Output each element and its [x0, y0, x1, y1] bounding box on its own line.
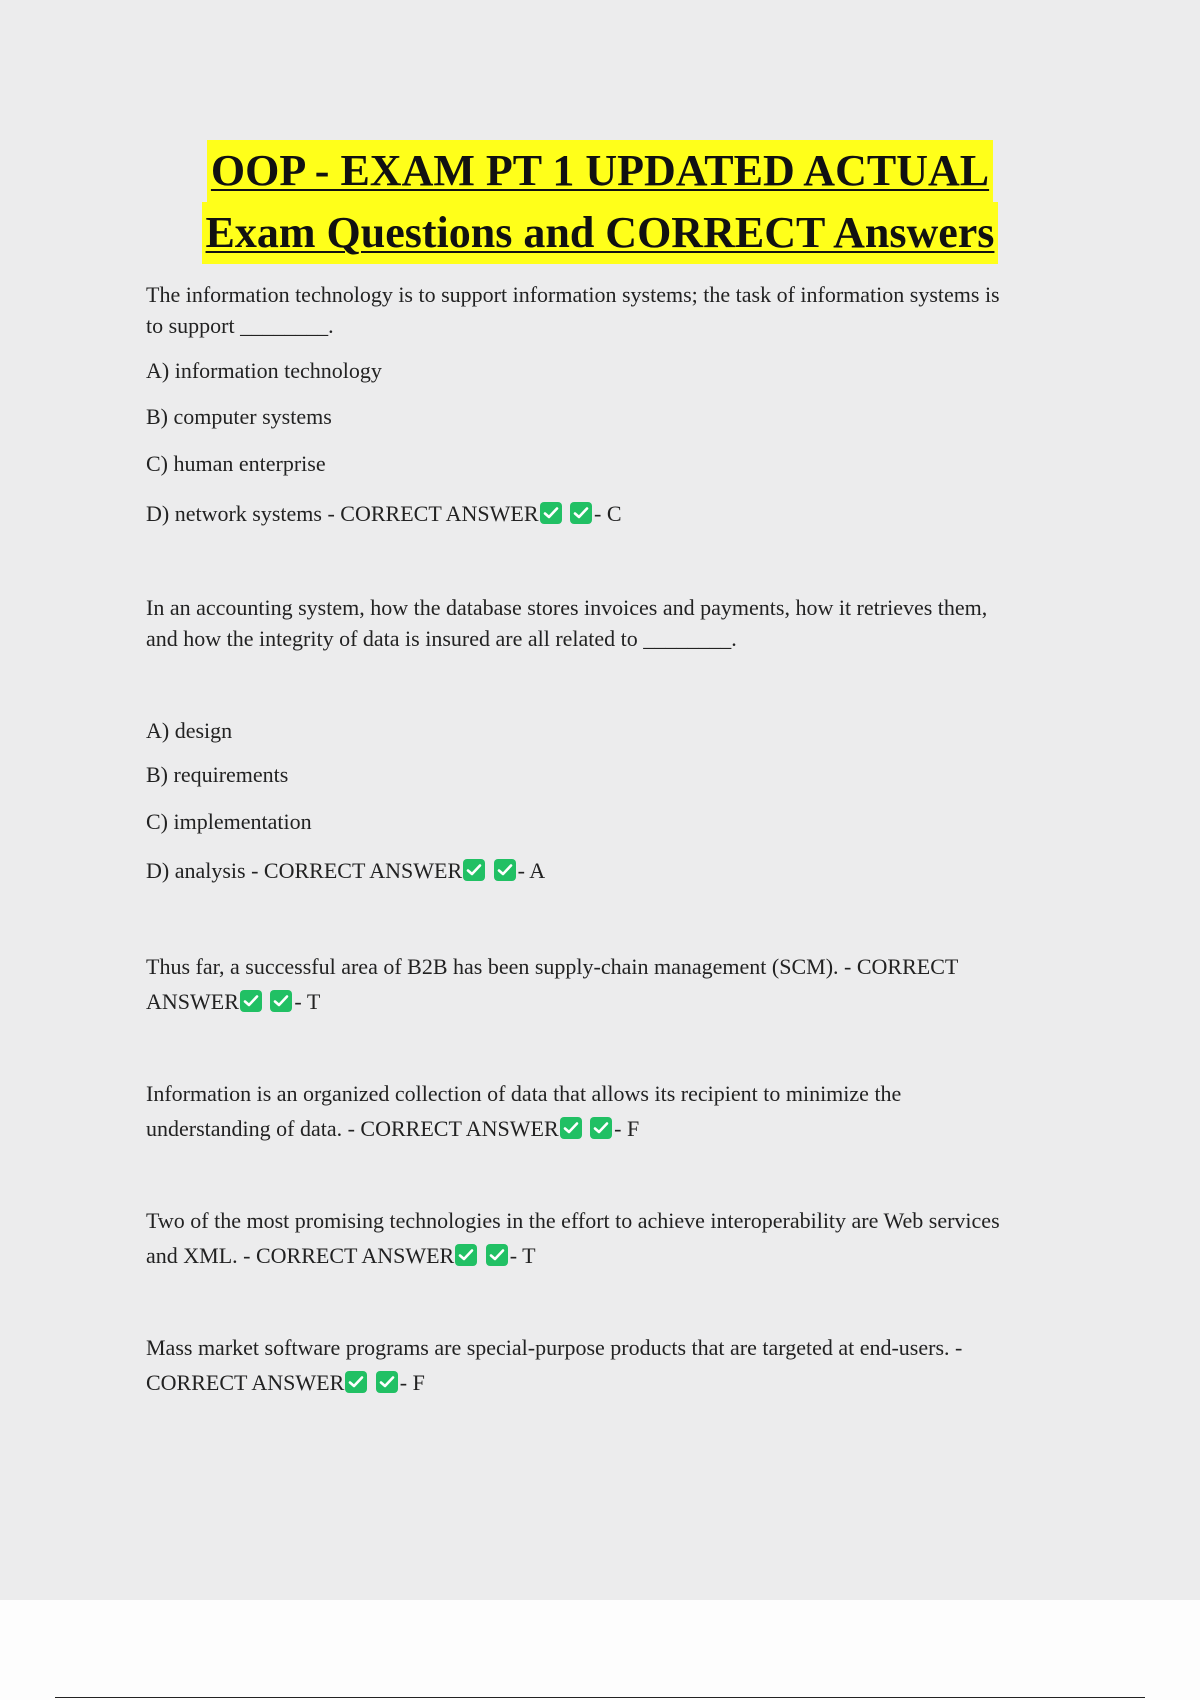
question-2-option-b: B) requirements: [146, 762, 289, 787]
question-3-line-2: [146, 984, 1106, 1019]
question-6: [146, 1330, 1106, 1400]
question-1-answer: - C: [594, 501, 622, 526]
question-6-line-2-text: CORRECT ANSWER: [146, 1370, 345, 1395]
question-2-line-1: In an accounting system, how the database stores invoices and payments, how it retrieves them,: [146, 595, 988, 620]
title-line-1: OOP - EXAM PT 1 UPDATED ACTUAL: [207, 140, 993, 202]
question-1-option-a: A) information technology: [146, 358, 382, 383]
title-line-2: Exam Questions and CORRECT Answers: [202, 202, 999, 264]
check-mark-button-icon: [240, 990, 262, 1012]
check-mark-button-icon: [376, 1371, 398, 1393]
question-1-line-1: The information technology is to support information systems; the task of information systems is: [146, 282, 1000, 307]
check-mark-button-icon: [345, 1371, 367, 1393]
check-mark-button-icon: [540, 502, 562, 524]
question-2-answer: - A: [517, 858, 546, 883]
question-2: [146, 592, 1106, 654]
question-3-answer: - T: [294, 989, 321, 1014]
question-5-answer: - T: [509, 1243, 536, 1268]
question-5-line-2: [146, 1238, 1106, 1273]
question-6-line-2: [146, 1365, 1106, 1400]
question-2-option-d-text: D) analysis - CORRECT ANSWER: [146, 858, 463, 883]
question-3-line-2-text: ANSWER: [146, 989, 239, 1014]
divider: [55, 1697, 1145, 1698]
question-2-line-2: and how the integrity of data is insured are all related to ________.: [146, 626, 737, 651]
check-mark-button-icon: [560, 1117, 582, 1139]
next-page-area: [0, 1600, 1200, 1700]
question-1-option-b: B) computer systems: [146, 404, 332, 429]
question-2-option-d: [146, 855, 545, 886]
question-4-line-2-text: understanding of data. - CORRECT ANSWER: [146, 1116, 559, 1141]
question-1-line-2: to support ________.: [146, 313, 334, 338]
check-mark-button-icon: [486, 1244, 508, 1266]
check-mark-button-icon: [270, 990, 292, 1012]
question-6-line-1: Mass market software programs are special-purpose products that are targeted at end-users. -: [146, 1335, 963, 1360]
question-1-option-c: C) human enterprise: [146, 451, 326, 476]
question-1-option-d-text: D) network systems - CORRECT ANSWER: [146, 501, 539, 526]
check-mark-button-icon: [494, 859, 516, 881]
question-1: [146, 279, 1106, 341]
question-4-line-1: Information is an organized collection of data that allows its recipient to minimize the: [146, 1081, 902, 1106]
question-2-option-c: C) implementation: [146, 809, 312, 834]
check-mark-button-icon: [463, 859, 485, 881]
question-5-line-2-text: and XML. - CORRECT ANSWER: [146, 1243, 455, 1268]
question-2-option-a: A) design: [146, 718, 233, 743]
question-3-line-1: Thus far, a successful area of B2B has been supply-chain management (SCM). - CORRECT: [146, 954, 959, 979]
question-4: [146, 1076, 1106, 1146]
document-title: [0, 140, 1200, 264]
question-5-line-1: Two of the most promising technologies in the effort to achieve interoperability are Web services: [146, 1208, 1000, 1233]
check-mark-button-icon: [590, 1117, 612, 1139]
check-mark-button-icon: [455, 1244, 477, 1266]
question-1-option-d: [146, 498, 622, 529]
question-6-answer: - F: [399, 1370, 425, 1395]
question-4-answer: - F: [614, 1116, 640, 1141]
check-mark-button-icon: [570, 502, 592, 524]
question-3: [146, 949, 1106, 1019]
question-4-line-2: [146, 1111, 1106, 1146]
question-5: [146, 1203, 1106, 1273]
